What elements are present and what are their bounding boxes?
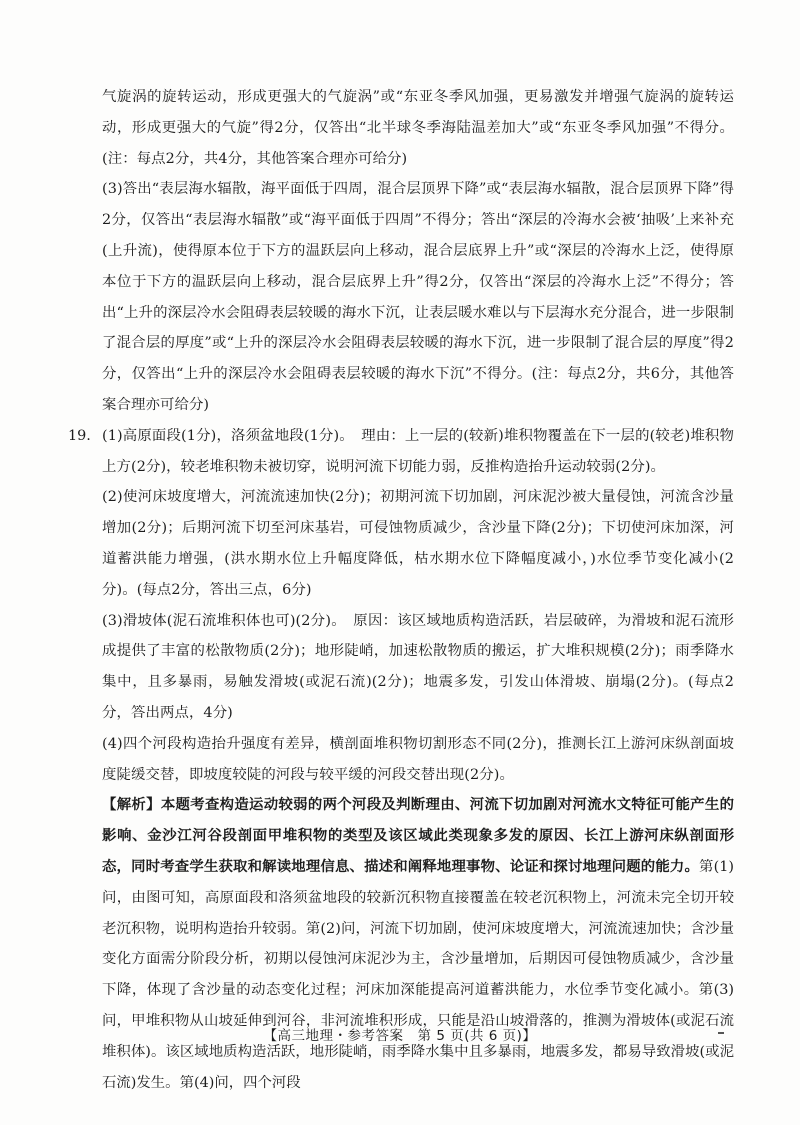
analysis-label: 【解析】 bbox=[102, 796, 161, 814]
answer-paragraph-q19-3: (3)滑坡体(泥石流堆积体也可)(2分)。 原因：该区域地质构造活跃，岩层破碎，为滑坡和泥石流形成提供了丰富的松散物质(2分)；地形陡峭，加速松散物质的搬运，扩大堆积规模(2分)；雨季降水集中，且多暴雨，易触发滑坡(或泥石流)(2分)；地震多发，引发山体滑坡、崩塌(2分)。(每点2分，答出两点，4分) bbox=[102, 612, 734, 721]
answer-content bbox=[68, 82, 734, 1098]
question-19-block bbox=[68, 421, 734, 791]
analysis-paragraph bbox=[102, 790, 734, 1098]
analysis-detail: 第(1)问，由图可知，高原面段和洛须盆地段的较新沉积物直接覆盖在较老沉积物上，河流未完全切开较老沉积物，说明构造抬升较弱。第(2)问，河流下切加剧，使河床坡度增大，河流流速加快；含沙量变化方面需分阶段分析，初期以侵蚀河床泥沙为主，含沙量增加，后期因可侵蚀物质减少，含沙量下降，体现了含沙量的动态变化过程；河床加深能提高河道蓄洪能力，水位季节变化减小。第(3)问，甲堆积物从山坡延伸到河谷，非河流堆积形成，只能是沿山坡滑落的，推测为滑坡体(或泥石流堆积体)。该区域地质构造活跃，地形陡峭，雨季降水集中且多暴雨，地震多发，都易导致滑坡(或泥石流)发生。第(4)问，四个河段 bbox=[102, 858, 734, 1091]
corner-mark bbox=[718, 1032, 724, 1034]
page-footer: 【高三地理・参考答案 第 5 页(共 6 页)】 bbox=[263, 1028, 537, 1044]
answer-paragraph-q19-2: (2)使河床坡度增大，河流流速加快(2分)；初期河流下切加剧，河床泥沙被大量侵蚀，河流含沙量增加(2分)；后期河流下切至河床基岩，可侵蚀物质减少，含沙量下降(2分)；下切使河床加深，河道蓄洪能力增强，(洪水期水位上升幅度降低，枯水期水位下降幅度减小，)水位季节变化减小(2分)。(每点2分，答出三点，6分) bbox=[102, 489, 734, 598]
answer-paragraph-q19-4: (4)四个河段构造抬升强度有差异，横剖面堆积物切割形态不同(2分)，推测长江上游河床纵剖面坡度陡缓交替，即坡度较陡的河段与较平缓的河段交替出现(2分)。 bbox=[102, 735, 734, 783]
question-number: 19. bbox=[68, 427, 91, 444]
analysis-summary: 本题考查构造运动较弱的两个河段及判断理由、河流下切加剧对河流水文特征可能产生的影响、金沙江河谷段剖面甲堆积物的类型及该区域此类现象多发的原因、长江上游河床纵剖面形态，同时考查学生获取和解读地理信息、描述和阐释地理事物、论证和探讨地理问题的能力。 bbox=[102, 797, 734, 875]
answer-paragraph-q18-2-end: 气旋涡的旋转运动，形成更强大的气旋涡”或“东亚冬季风加强，更易激发并增强气旋涡的旋转运动，形成更强大的气旋”得2分，仅答出“北半球冬季海陆温差加大”或“东亚冬季风加强”不得分。(注：每点2分，共4分，其他答案合理亦可给分) bbox=[102, 89, 734, 167]
answer-paragraph-q19-1: (1)高原面段(1分)，洛须盆地段(1分)。 理由：上一层的(较新)堆积物覆盖在下一层的(较老)堆积物上方(2分)，较老堆积物未被切穿，说明河流下切能力弱，反推构造抬升运动较弱(2分)。 bbox=[102, 427, 734, 475]
answer-paragraph-q18-3: (3)答出“表层海水辐散，海平面低于四周，混合层顶界下降”或“表层海水辐散，混合层顶界下降”得2分，仅答出“表层海水辐散”或“海平面低于四周”不得分；答出“深层的冷海水会被‘抽吸’上来补充(上升流)，使得原本位于下方的温跃层向上移动，混合层底界上升”或“深层的冷海水上泛，使得原本位于下方的温跃层向上移动，混合层底界上升”得2分，仅答出“深层的冷海水上泛”不得分；答出“上升的深层冷水会阻碍表层较暖的海水下沉，让表层暖水难以与下层海水充分混合，进一步限制了混合层的厚度”或“上升的深层冷水会阻碍表层较暖的海水下沉，进一步限制了混合层的厚度”得2分，仅答出“上升的深层冷水会阻碍表层较暖的海水下沉”不得分。(注：每点2分，共6分，其他答案合理亦可给分) bbox=[102, 181, 734, 413]
